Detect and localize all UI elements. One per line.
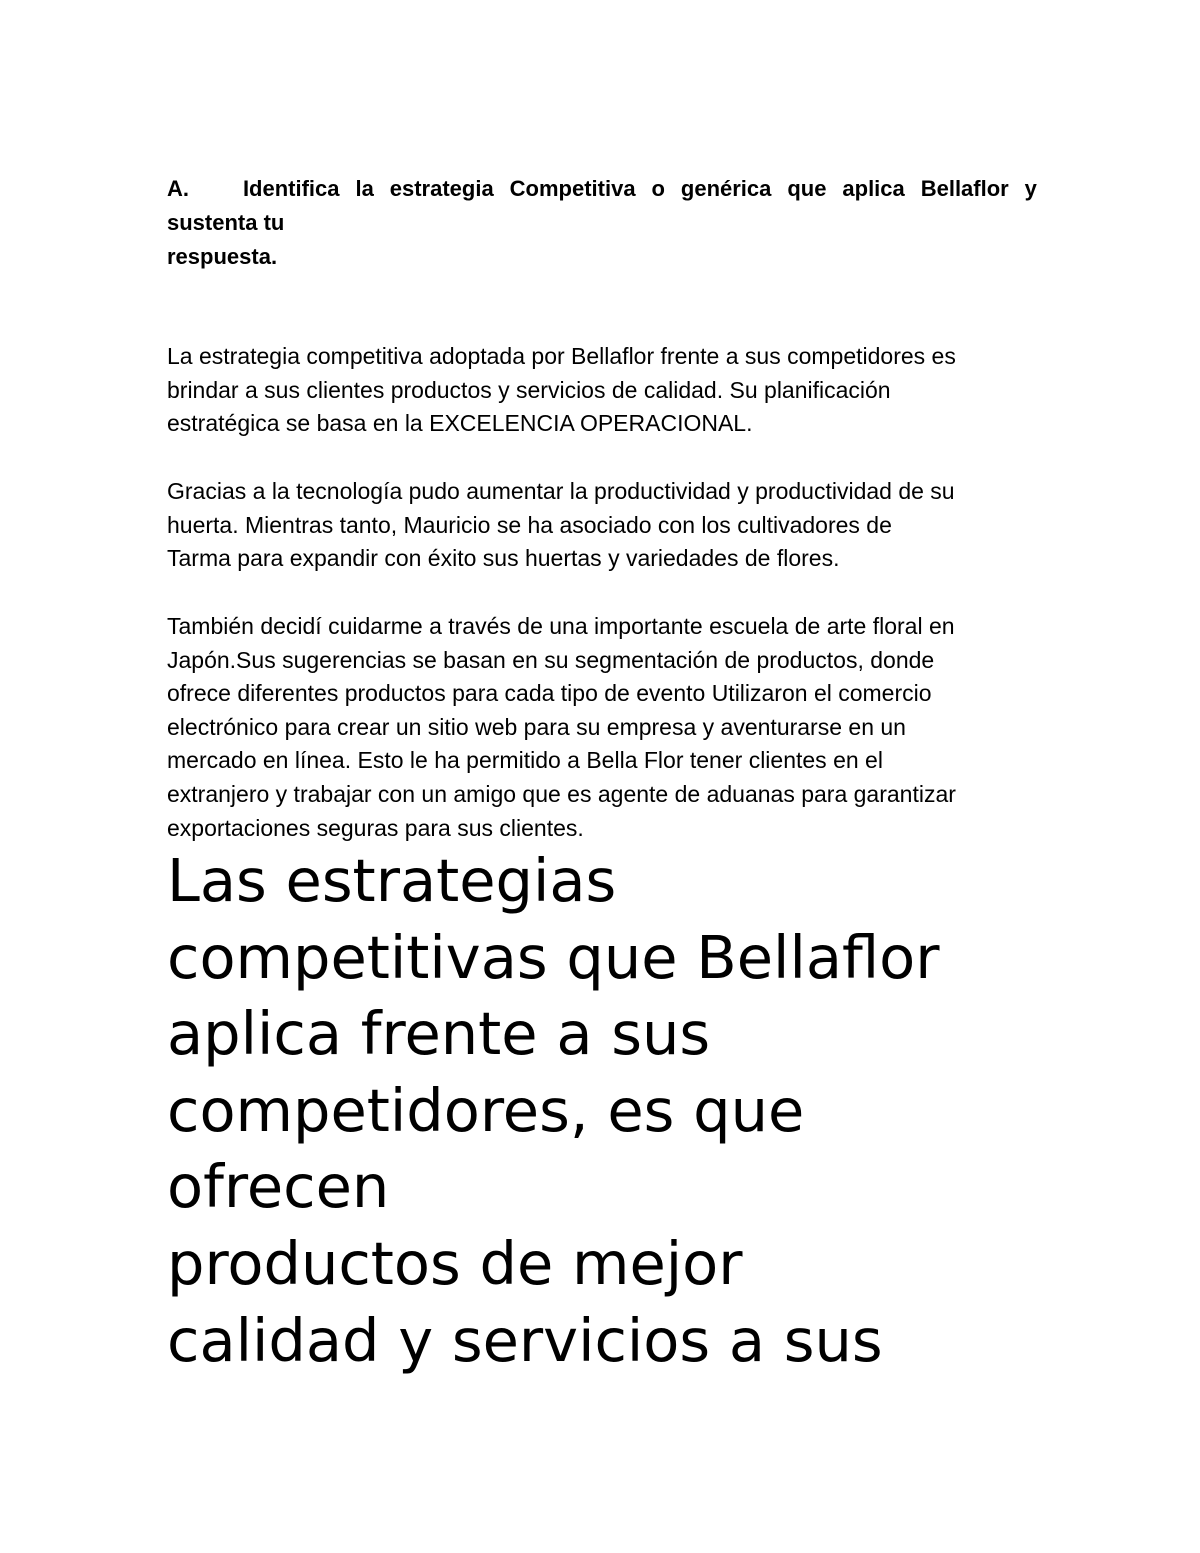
paragraph-line: Tarma para expandir con éxito sus huertas y variedades de flores. [167, 545, 840, 572]
paragraph-line: Japón.Sus sugerencias se basan en su segmentación de productos, donde [167, 646, 935, 673]
answer-paragraph-2 [167, 475, 1047, 576]
large-text-line: aplica frente a sus [167, 999, 711, 1069]
question-word: y [1024, 176, 1037, 201]
question-word: Bellaflor [920, 176, 1009, 201]
paragraph-line: extranjero y trabajar con un amigo que es agente de aduanas para garantizar [167, 780, 956, 807]
large-text-line: productos de mejor [167, 1228, 743, 1298]
question-word: aplica [842, 176, 905, 201]
paragraph-line: electrónico para crear un sitio web para su empresa y aventurarse en un [167, 713, 906, 740]
large-text-line: Las estrategias [167, 846, 617, 915]
paragraph-line: exportaciones seguras para sus clientes. [167, 814, 584, 841]
paragraph-line: Gracias a la tecnología pudo aumentar la productividad y productividad de su [167, 478, 955, 504]
answer-paragraph-1 [167, 340, 1047, 441]
large-text-line: calidad y servicios a sus [167, 1305, 883, 1375]
paragraph-line: La estrategia competitiva adoptada por Bellaflor frente a sus competidores es [167, 343, 956, 369]
large-text-line: competidores, es que [167, 1075, 805, 1145]
question-line-1 [167, 172, 1037, 206]
question-line-2: sustenta tu [167, 210, 285, 235]
paragraph-line: estratégica se basa en la EXCELENCIA OPERACIONAL. [167, 410, 753, 437]
question-word: genérica [680, 176, 772, 201]
large-text-line: competitivas que Bellaflor [167, 922, 940, 992]
paragraph-line: ofrece diferentes productos para cada tipo de evento Utilizaron el comercio [167, 680, 932, 707]
large-text-block [167, 843, 1177, 1379]
question-word: la [355, 176, 374, 201]
paragraph-line: huerta. Mientras tanto, Mauricio se ha asociado con los cultivadores de [167, 511, 892, 538]
question-word: estrategia [389, 176, 494, 201]
question-word: que [787, 176, 827, 201]
question-marker: A. [167, 176, 189, 201]
question-word: Identifica [242, 176, 340, 201]
paragraph-line: brindar a sus clientes productos y servicios de calidad. Su planificación [167, 376, 891, 403]
question-word: o [651, 176, 665, 201]
paragraph-line: mercado en línea. Esto le ha permitido a Bella Flor tener clientes en el [167, 747, 883, 774]
answer-paragraph-3 [167, 610, 1047, 845]
paragraph-line: También decidí cuidarme a través de una importante escuela de arte floral en [167, 613, 955, 639]
large-text-line: ofrecen [167, 1152, 390, 1222]
question-heading [167, 172, 1037, 274]
question-line-3: respuesta. [167, 244, 278, 269]
question-word: Competitiva [509, 176, 636, 201]
